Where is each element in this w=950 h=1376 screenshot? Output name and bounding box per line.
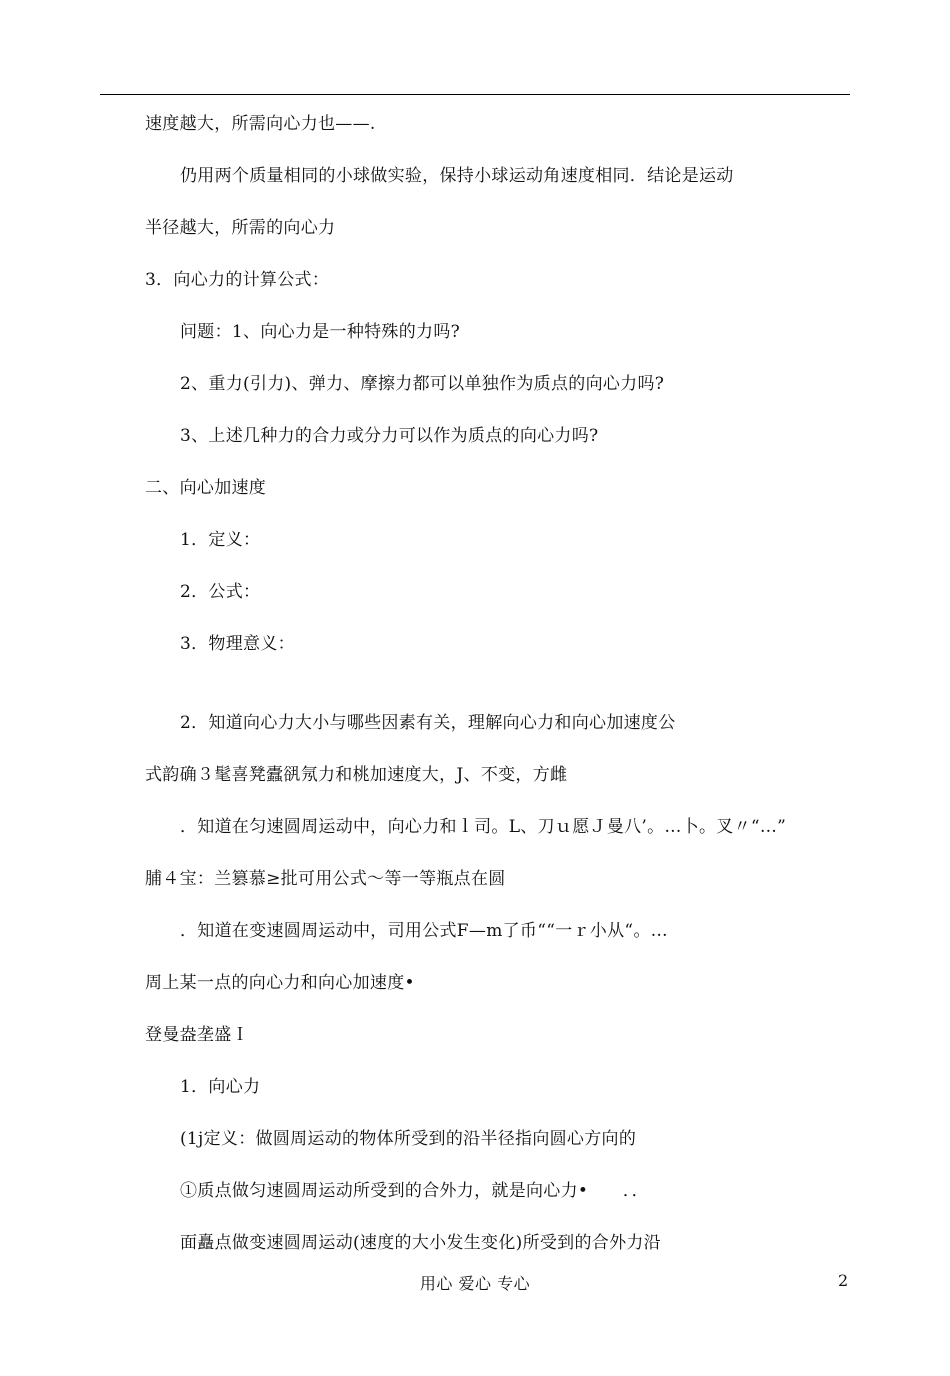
text-line-15: 脯４宝：兰篡慕≥批可用公式～等一等瓶点在圆: [145, 869, 506, 889]
text-line-6: 2、重力(引力)、弹力、摩擦力都可以单独作为质点的向心力吗?: [180, 374, 665, 394]
text-line-18: 登曼盎垄盛Ｉ: [145, 1025, 249, 1045]
text-line-17: 周上某一点的向心力和向心加速度•: [145, 973, 415, 993]
text-line-22: 面矗点做变速圆周运动(速度的大小发生变化)所受到的合外力沿: [180, 1233, 661, 1253]
text-line-8: 二、向心加速度: [145, 478, 267, 498]
text-line-9: 1．定义：: [180, 530, 261, 550]
text-line-12: 2．知道向心力大小与哪些因素有关，理解向心力和向心加速度公: [180, 713, 676, 733]
footer-slogan: 用心 爱心 专心: [419, 1274, 531, 1293]
page-number: 2: [838, 1271, 849, 1290]
header-rule: [100, 94, 850, 95]
text-line-5: 问题：1、向心力是一种特殊的力吗?: [180, 322, 461, 342]
text-line-16: ．知道在变速圆周运动中，司用公式F—m了币““一ｒ小从“。…: [180, 921, 668, 941]
text-line-7: 3、上述几种力的合力或分力可以作为质点的向心力吗?: [180, 426, 599, 446]
text-line-1: 速度越大，所需向心力也——.: [145, 114, 376, 134]
text-line-10: 2．公式：: [180, 582, 261, 602]
text-line-13: 式韵确３髦喜凳蠹谻氖力和桃加速度大，J、不变，方雌: [145, 765, 568, 785]
text-line-2: 仍用两个质量相同的小球做实验，保持小球运动角速度相同．结论是运动: [180, 166, 734, 186]
text-line-19: 1．向心力: [180, 1077, 261, 1097]
text-line-21: ①质点做匀速圆周运动所受到的合外力，就是向心力• ．．: [180, 1181, 649, 1201]
text-line-3: 半径越大，所需的向心力: [145, 218, 336, 238]
text-line-14: ．知道在匀速圆周运动中，向心力和ｌ司。L、刀ｕ愿Ｊ曼八’。…卜。叉〃“…”: [180, 817, 787, 837]
text-line-11: 3．物理意义：: [180, 634, 295, 654]
text-line-20: (1j定义：做圆周运动的物体所受到的沿半径指向圆心方向的: [180, 1129, 637, 1149]
text-line-4: 3．向心力的计算公式：: [145, 270, 330, 290]
